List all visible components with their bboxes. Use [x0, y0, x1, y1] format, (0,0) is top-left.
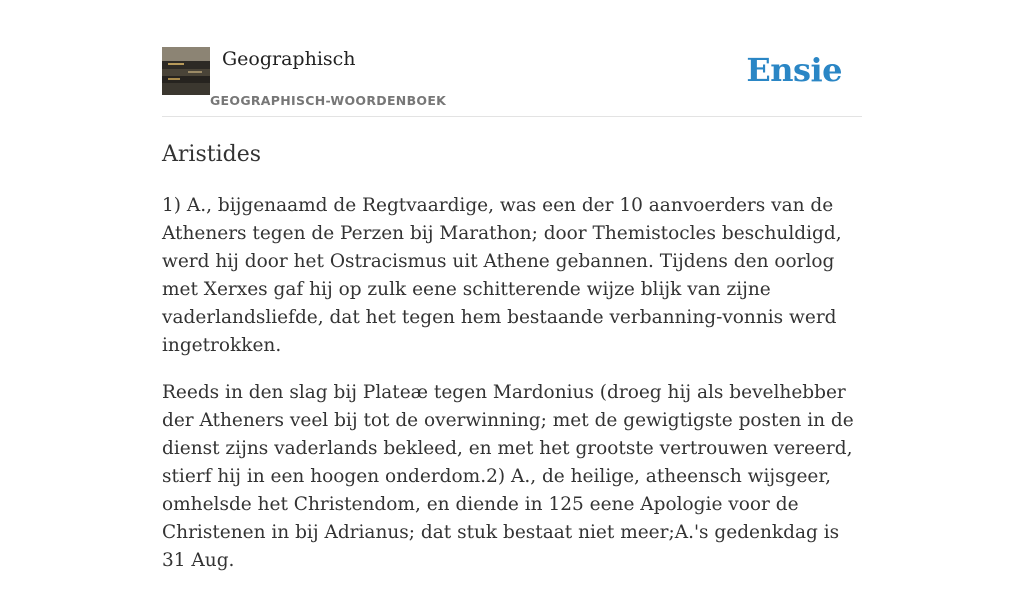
- entry-content: [162, 192, 862, 594]
- dictionary-avatar[interactable]: [162, 47, 210, 95]
- dictionary-name-link[interactable]: Geographisch: [222, 48, 356, 70]
- entry-title: Aristides: [162, 142, 261, 167]
- book-spines-icon: [162, 47, 210, 95]
- ensie-logo[interactable]: Ensie: [746, 51, 842, 89]
- entry-paragraph: 1) A., bijgenaamd de Regtvaardige, was een der 10 aanvoerders van de Atheners tegen de Perzen bij Marathon; door Themistocles beschuldigd, werd hij door het Ostracismus uit Athene gebannen. Tijdens den oorlog met Xerxes gaf hij op zulk eene schitterende wijze blijk van zijne vaderlandsliefde, dat het tegen hem bestaande verbanning-vonnis werd ingetrokken.: [162, 195, 842, 356]
- header: [162, 46, 862, 117]
- dictionary-slug: GEOGRAPHISCH-WOORDENBOEK: [210, 93, 447, 108]
- entry-paragraph: Reeds in den slag bij Plateæ tegen Mardonius (droeg hij als bevelhebber der Atheners veel bij tot de overwinning; met de gewigtigste posten in de dienst zijns vaderlands bekleed, en met het grootste vertrouwen vereerd, stierf hij in een hoogen onderdom.2) A., de heilige, atheensch wijsgeer, omhelsde het Christendom, en diende in 125 eene Apologie voor de Christenen in bij Adrianus; dat stuk bestaat niet meer;A.'s gedenkdag is 31 Aug.: [162, 382, 854, 571]
